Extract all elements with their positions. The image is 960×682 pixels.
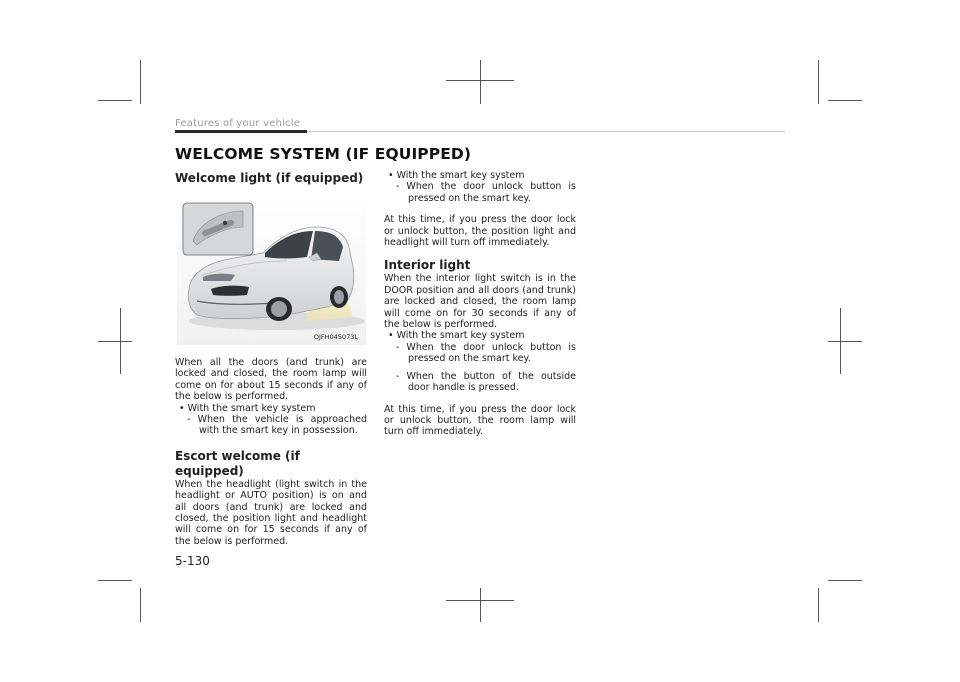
right-column	[384, 170, 576, 438]
section-label: Features of your vehicle	[175, 118, 301, 129]
paragraph: When the interior light switch is in the DOOR position and all doors (and trunk) are locked and closed, the room lamp will come on for 30 seconds if any of the below is performed.	[384, 273, 576, 331]
car-drawing	[177, 197, 366, 345]
bullet-item: • With the smart key system	[388, 330, 525, 342]
page-title: WELCOME SYSTEM (IF EQUIPPED)	[175, 145, 472, 163]
subheading-welcome-light: Welcome light (if equipped)	[175, 171, 364, 185]
header-rule	[307, 131, 785, 132]
page-number: 5-130	[175, 554, 210, 568]
paragraph: At this time, if you press the door lock or unlock button, the position light and headlight will turn off immediately.	[384, 214, 576, 249]
bullet-item: • With the smart key system	[388, 170, 525, 181]
dash-item: - When the vehicle is approached with the smart key in possession.	[187, 414, 367, 437]
car-illustration	[177, 197, 366, 345]
header-bar	[175, 130, 307, 133]
paragraph: At this time, if you press the door lock or unlock button, the room lamp will turn off immediately.	[384, 403, 576, 438]
figure-code: OJFH045073L	[313, 333, 358, 341]
dash-item: - When the door unlock button is pressed on the smart key.	[396, 181, 576, 204]
paragraph: When all the doors (and trunk) are locked and closed, the room lamp will come on for about 15 seconds if any of the below is performed.	[175, 357, 367, 403]
left-column-top	[175, 171, 367, 186]
dash-item: - When the button of the outside door handle is pressed.	[396, 370, 576, 394]
subheading-interior-light: Interior light	[384, 258, 471, 273]
dash-item: - When the door unlock button is pressed on the smart key.	[396, 341, 576, 365]
left-column-body	[175, 357, 367, 547]
bullet-item: • With the smart key system	[179, 402, 316, 414]
paragraph: When the headlight (light switch in the headlight or AUTO position) is on and all doors (and trunk) are locked and closed, the position light and headlight will come on for 15 seconds if any of the below is performed.	[175, 478, 367, 547]
subheading-escort-welcome: Escort welcome (if equipped)	[175, 448, 300, 478]
